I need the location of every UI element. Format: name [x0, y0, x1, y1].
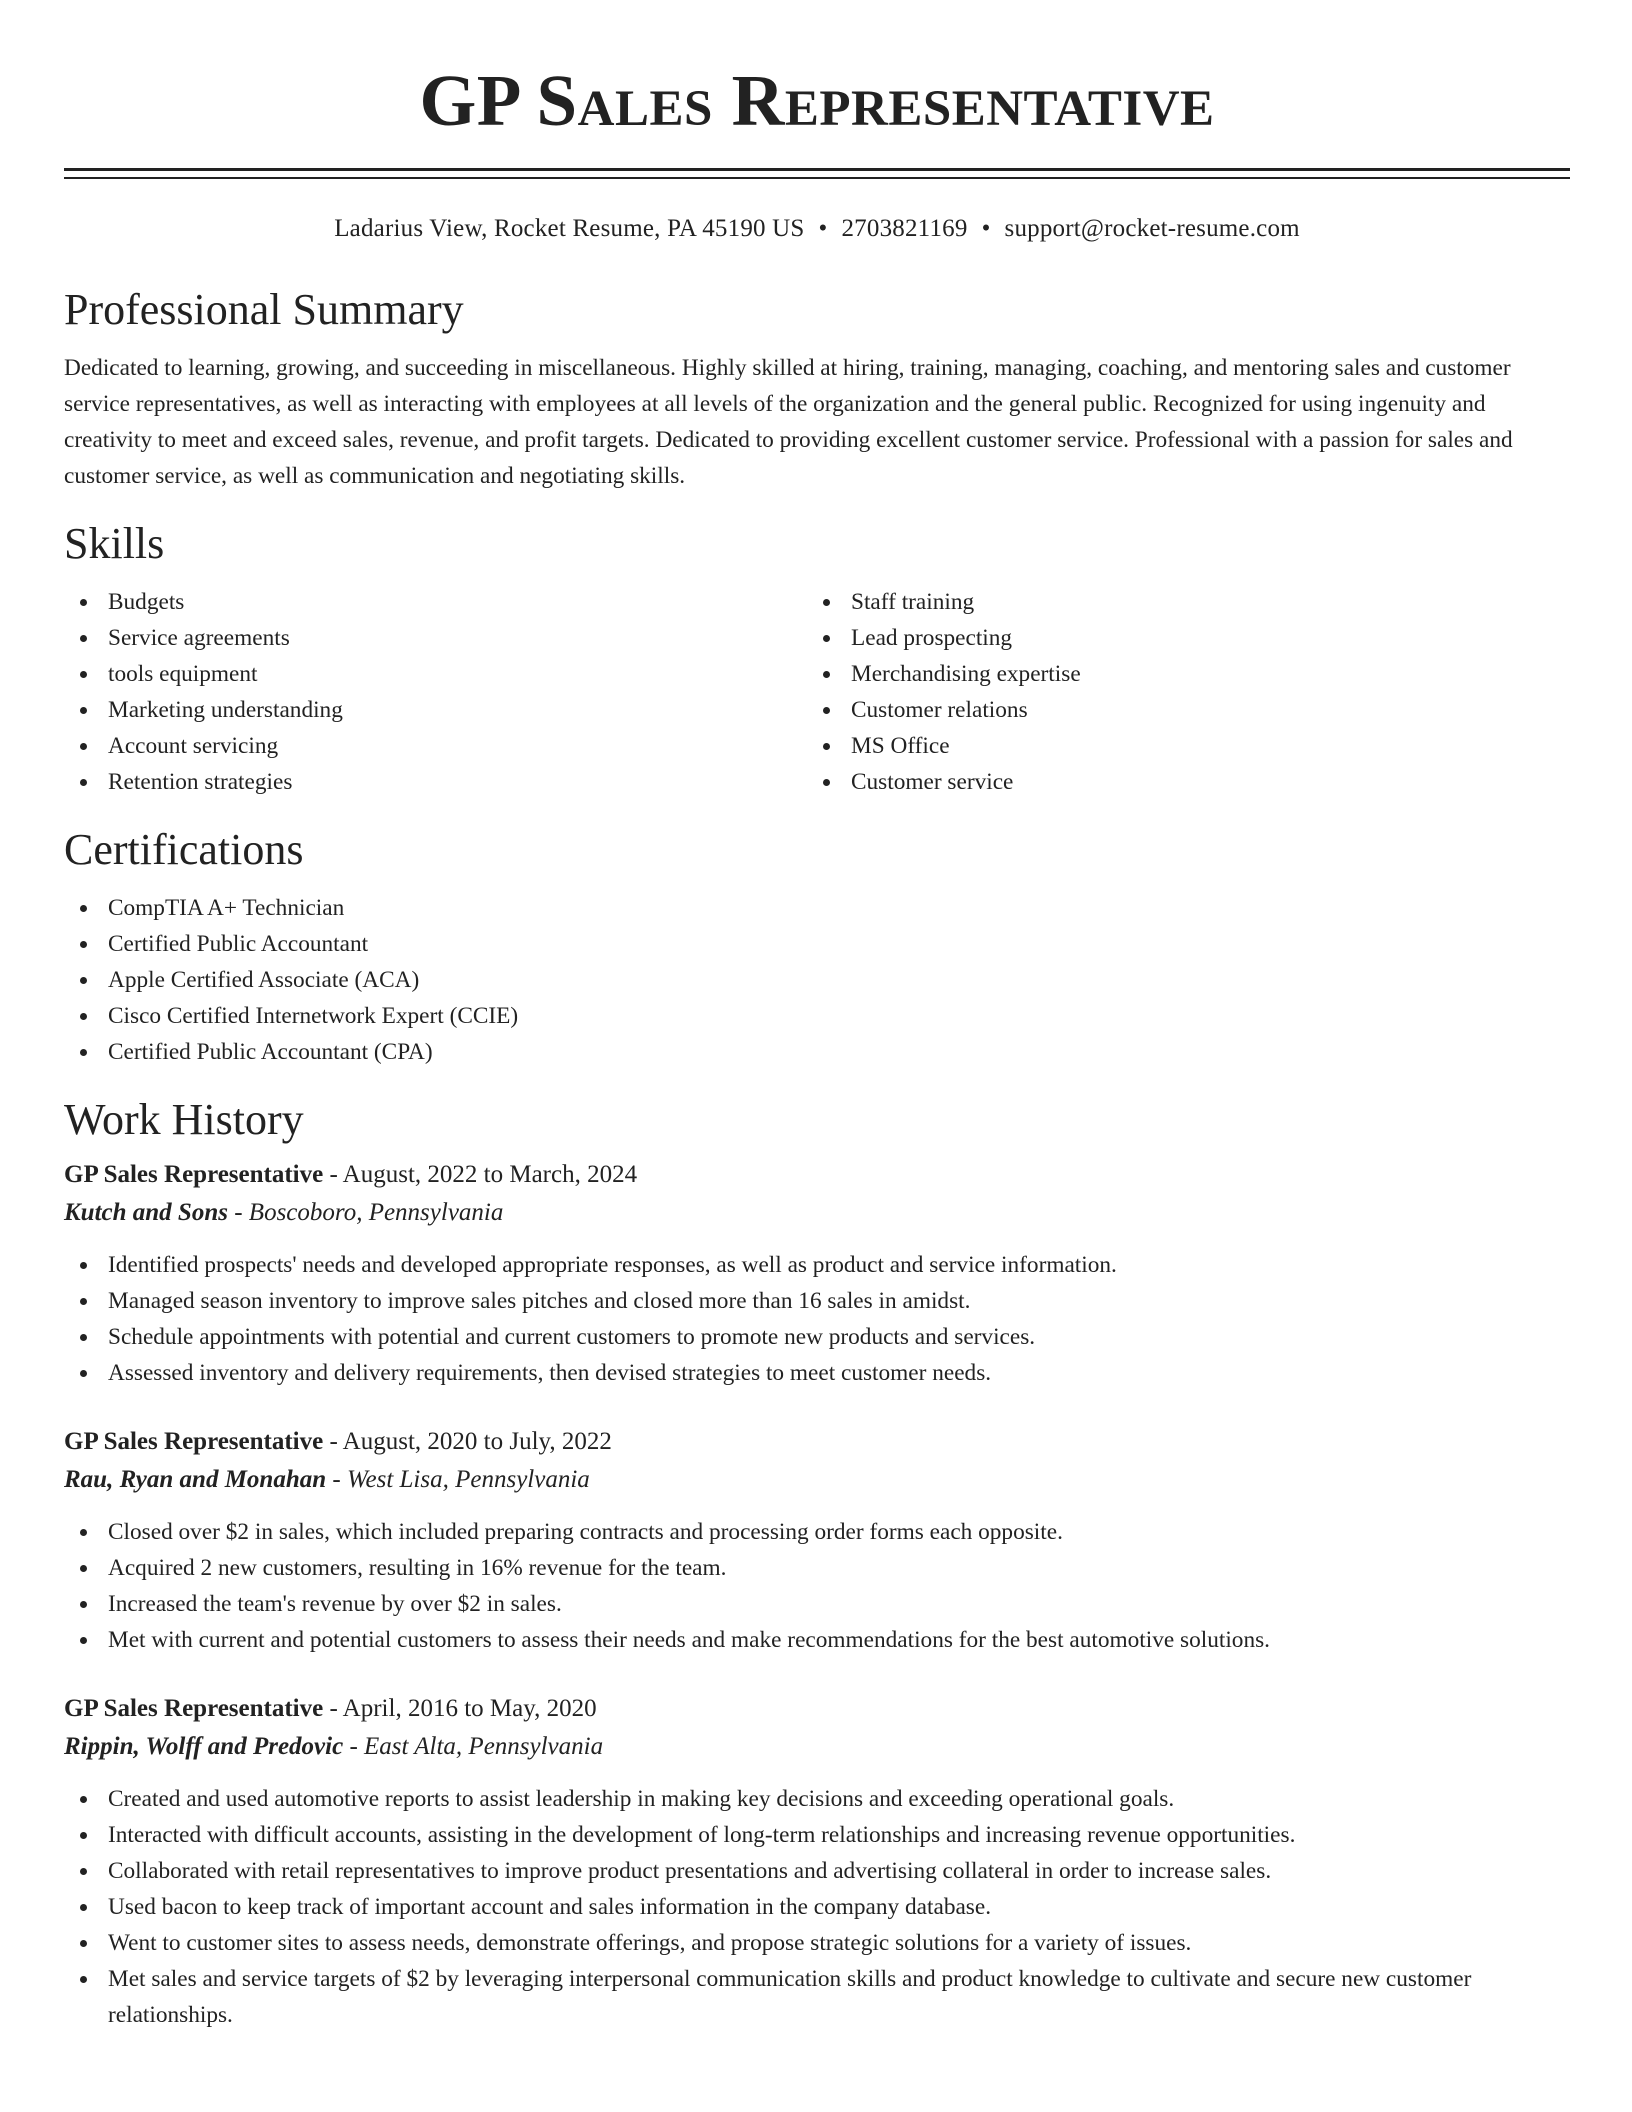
job-title-line: [64, 1423, 1570, 1461]
job-company-line: [64, 1728, 1570, 1766]
skills-heading: Skills: [64, 519, 165, 568]
contact-address: Ladarius View, Rocket Resume, PA 45190 US: [334, 215, 805, 242]
job-bullet: Used bacon to keep track of important account and sales information in the company database.: [64, 1889, 1570, 1925]
job-bullet: Collaborated with retail representatives to improve product presentations and advertising collateral in order to increase sales.: [64, 1853, 1570, 1889]
job-bullet: Identified prospects' needs and developed appropriate responses, as well as product and service information.: [64, 1247, 1570, 1283]
job-location: - Boscoboro, Pennsylvania: [227, 1199, 504, 1226]
skill-item: Lead prospecting: [807, 620, 1550, 656]
job-bullets: [64, 1781, 1570, 2033]
summary-heading: Professional Summary: [64, 285, 464, 334]
job-role: GP Sales Representative: [64, 1428, 324, 1455]
job-bullet: Created and used automotive reports to assist leadership in making key decisions and exceeding operational goals.: [64, 1781, 1570, 1817]
skill-item: Service agreements: [64, 620, 807, 656]
certification-item: Cisco Certified Internetwork Expert (CCIE): [64, 998, 1570, 1034]
job-bullet: Interacted with difficult accounts, assisting in the development of long-term relationships and increasing revenue opportunities.: [64, 1817, 1570, 1853]
job-bullets: [64, 1247, 1570, 1391]
contact-separator: •: [981, 215, 991, 242]
skill-item: tools equipment: [64, 656, 807, 692]
job-bullet: Assessed inventory and delivery requirements, then devised strategies to meet customer needs.: [64, 1355, 1570, 1391]
job-bullet: Schedule appointments with potential and current customers to promote new products and services.: [64, 1319, 1570, 1355]
job-bullet: Acquired 2 new customers, resulting in 16% revenue for the team.: [64, 1550, 1570, 1586]
job-dates: - August, 2020 to July, 2022: [323, 1428, 612, 1455]
skills-column-right: [807, 584, 1550, 800]
title-divider-thick: [64, 168, 1570, 171]
skill-item: Budgets: [64, 584, 807, 620]
contact-phone: 2703821169: [841, 215, 968, 242]
job-entry: [64, 1690, 1570, 2033]
contact-line: [64, 213, 1570, 245]
job-role: GP Sales Representative: [64, 1695, 324, 1722]
job-bullet: Increased the team's revenue by over $2 in sales.: [64, 1586, 1570, 1622]
job-location: - East Alta, Pennsylvania: [343, 1733, 604, 1760]
skill-item: Customer service: [807, 764, 1550, 800]
summary-text: Dedicated to learning, growing, and succeeding in miscellaneous. Highly skilled at hiring, training, managing, coaching, and mentoring sales and customer service representatives, as well as interacting with employees at all levels of the organization and the general public. Recognized for using ingenuity and creativity to meet and exceed sales, revenue, and profit targets. Dedicated to providing excellent customer service. Professional with a passion for sales and customer service, as well as communication and negotiating skills.: [64, 355, 1513, 489]
skills-list: [64, 584, 1570, 800]
job-bullet: Managed season inventory to improve sales pitches and closed more than 16 sales in amidst.: [64, 1283, 1570, 1319]
certification-item: CompTIA A+ Technician: [64, 890, 1570, 926]
job-company: Kutch and Sons: [64, 1199, 228, 1226]
job-bullet: Went to customer sites to assess needs, demonstrate offerings, and propose strategic solutions for a variety of issues.: [64, 1925, 1570, 1961]
work-history-heading: Work History: [64, 1095, 304, 1144]
job-role: GP Sales Representative: [64, 1161, 324, 1188]
job-bullets: [64, 1514, 1570, 1658]
title-divider-thin: [64, 177, 1570, 179]
certifications-heading: Certifications: [64, 825, 304, 874]
job-bullet: Met sales and service targets of $2 by leveraging interpersonal communication skills and product knowledge to cultivate and secure new customer relationships.: [64, 1961, 1570, 2033]
certification-item: Apple Certified Associate (ACA): [64, 962, 1570, 998]
job-company: Rau, Ryan and Monahan: [64, 1466, 327, 1493]
job-entry: [64, 1423, 1570, 1658]
certifications-list: [64, 890, 1570, 1070]
contact-email: support@rocket-resume.com: [1004, 215, 1300, 242]
resume-title: GP Sales Representative: [419, 60, 1215, 141]
certification-item: Certified Public Accountant: [64, 926, 1570, 962]
job-dates: - August, 2022 to March, 2024: [323, 1161, 638, 1188]
resume-page: [64, 0, 1570, 2033]
certification-item: Certified Public Accountant (CPA): [64, 1034, 1570, 1070]
skill-item: Marketing understanding: [64, 692, 807, 728]
skill-item: Staff training: [807, 584, 1550, 620]
job-company-line: [64, 1461, 1570, 1499]
job-dates: - April, 2016 to May, 2020: [323, 1695, 597, 1722]
job-bullet: Closed over $2 in sales, which included preparing contracts and processing order forms each opposite.: [64, 1514, 1570, 1550]
job-company-line: [64, 1194, 1570, 1232]
skill-item: MS Office: [807, 728, 1550, 764]
skill-item: Customer relations: [807, 692, 1550, 728]
skill-item: Merchandising expertise: [807, 656, 1550, 692]
skill-item: Account servicing: [64, 728, 807, 764]
job-bullet: Met with current and potential customers to assess their needs and make recommendations for the best automotive solutions.: [64, 1622, 1570, 1658]
job-company: Rippin, Wolff and Predovic: [64, 1733, 344, 1760]
skills-column-left: [64, 584, 807, 800]
job-title-line: [64, 1156, 1570, 1194]
job-location: - West Lisa, Pennsylvania: [326, 1466, 590, 1493]
contact-separator: •: [818, 215, 828, 242]
job-entry: [64, 1156, 1570, 1391]
job-title-line: [64, 1690, 1570, 1728]
skill-item: Retention strategies: [64, 764, 807, 800]
